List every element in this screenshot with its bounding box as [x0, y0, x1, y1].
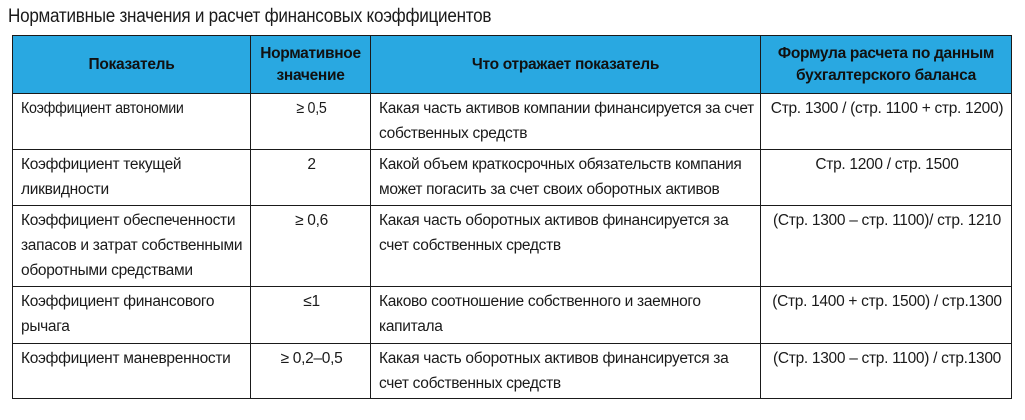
column-header-norm: Нормативное значение	[251, 36, 371, 94]
indicator-cell: Коэффициент финансового рычага	[13, 287, 251, 344]
formula-cell: (Стр. 1300 – стр. 1100) / стр.1300	[761, 344, 1012, 399]
indicator-cell: Коэффициент маневренности	[13, 344, 251, 399]
table-caption: Нормативные значения и расчет финансовых коэффициентов	[8, 6, 492, 27]
table-row	[13, 150, 1012, 206]
indicator-cell: Коэффициент текущей ликвидности	[13, 150, 251, 206]
table-row	[13, 287, 1012, 344]
financial-ratios-table	[12, 35, 1012, 399]
meaning-cell: Какой объем краткосрочных обязательств компания может погасить за счет своих оборотных активов	[371, 150, 761, 206]
indicator-cell: Коэффициент автономии	[13, 94, 251, 150]
meaning-cell: Каково соотношение собственного и заемного капитала	[371, 287, 761, 344]
column-header-meaning: Что отражает показатель	[371, 36, 761, 94]
norm-cell: ≥ 0,2–0,5	[251, 344, 371, 399]
formula-cell: (Стр. 1300 – стр. 1100)/ стр. 1210	[761, 206, 1012, 287]
meaning-cell: Какая часть оборотных активов финансируется за счет собственных средств	[371, 206, 761, 287]
formula-cell: (Стр. 1400 + стр. 1500) / стр.1300	[761, 287, 1012, 344]
table-row	[13, 206, 1012, 287]
table-header-row	[13, 36, 1012, 94]
norm-cell: ≥ 0,6	[251, 206, 371, 287]
table-row	[13, 94, 1012, 150]
formula-cell: Стр. 1200 / стр. 1500	[761, 150, 1012, 206]
table-row	[13, 344, 1012, 399]
indicator-cell: Коэффициент обеспеченности запасов и затрат собственными оборотными средствами	[13, 206, 251, 287]
norm-cell: ≤1	[251, 287, 371, 344]
column-header-indicator: Показатель	[13, 36, 251, 94]
meaning-cell: Какая часть активов компании финансируется за счет собственных средств	[371, 94, 761, 150]
formula-cell: Стр. 1300 / (стр. 1100 + стр. 1200)	[761, 94, 1012, 150]
norm-cell: 2	[251, 150, 371, 206]
norm-cell: ≥ 0,5	[251, 94, 371, 150]
column-header-formula: Формула расчета по данным бухгалтерского баланса	[761, 36, 1012, 94]
meaning-cell: Какая часть оборотных активов финансируется за счет собственных средств	[371, 344, 761, 399]
